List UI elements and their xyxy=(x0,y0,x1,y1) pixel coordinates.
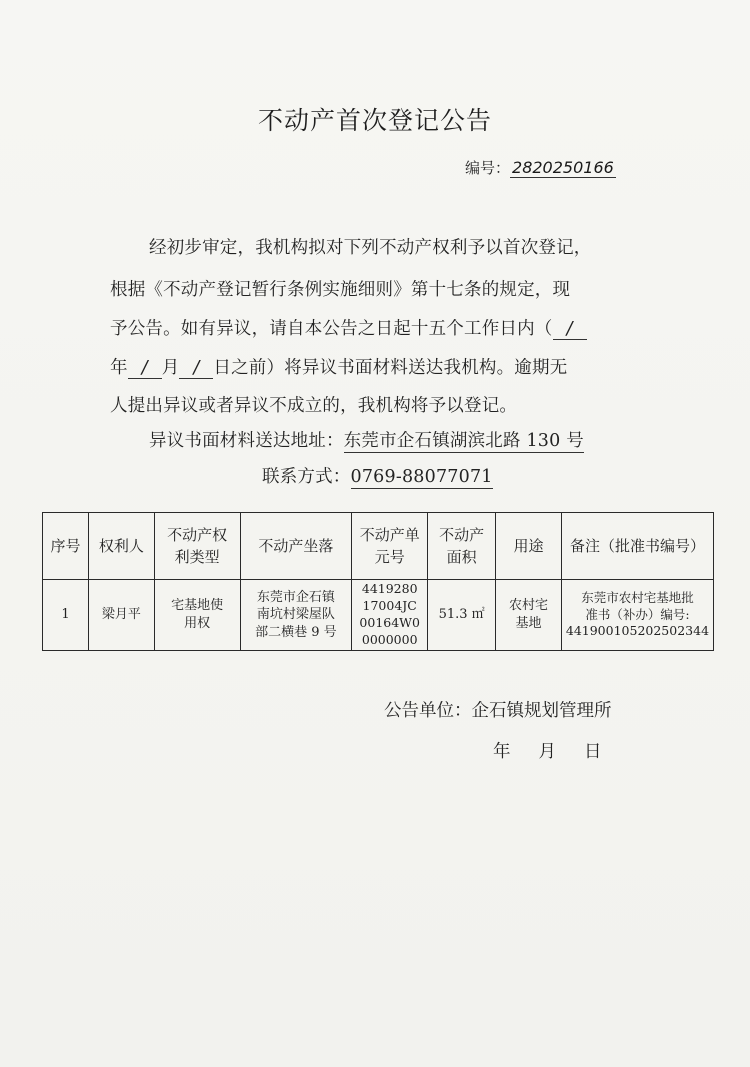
table-row xyxy=(43,580,714,651)
header-right-type: 不动产权 利类型 xyxy=(154,513,240,580)
blank-year: / xyxy=(553,321,587,340)
date-day: 日 xyxy=(584,742,602,762)
body-line-2: 根据《不动产登记暂行条例实施细则》第十七条的规定，现 xyxy=(110,280,571,300)
contact-value: 0769-88077071 xyxy=(350,467,493,487)
cell-location: 东莞市企石镇 南坑村梁屋队 部二横巷 9 号 xyxy=(240,580,352,651)
year-label: 年 xyxy=(110,358,128,378)
date-year: 年 xyxy=(493,742,511,762)
date-month: 月 xyxy=(538,742,556,762)
header-usage: 用途 xyxy=(496,513,562,580)
address-label: 异议书面材料送达地址： xyxy=(149,431,344,451)
blank-day: / xyxy=(179,360,213,379)
body-line-5: 人提出异议或者异议不成立的，我机构将予以登记。 xyxy=(110,396,518,416)
blank-month: / xyxy=(128,360,162,379)
serial-value: 2820250166 xyxy=(512,158,614,177)
body-line-3 xyxy=(110,321,587,340)
body-line-1: 经初步审定，我机构拟对下列不动产权利予以首次登记， xyxy=(149,238,592,258)
cell-area: 51.3 ㎡ xyxy=(428,580,496,651)
body-line-4-text: 日之前）将异议书面材料送达我机构。逾期无 xyxy=(213,358,568,378)
month-label: 月 xyxy=(161,358,180,378)
serial-number xyxy=(465,157,616,178)
header-seq: 序号 xyxy=(43,513,89,580)
header-unit-number: 不动产单 元号 xyxy=(352,513,428,580)
cell-unit-number: 4419280 17004JC 00164W0 0000000 xyxy=(352,580,428,651)
cell-holder: 梁月平 xyxy=(88,580,154,651)
header-remark: 备注（批准书编号） xyxy=(561,513,713,580)
header-holder: 权利人 xyxy=(88,513,154,580)
cell-remark: 东莞市农村宅基地批 准书（补办）编号: 441900105202502344 xyxy=(561,580,713,651)
address-line xyxy=(149,433,584,451)
cell-seq: 1 xyxy=(43,580,89,651)
header-area: 不动产 面积 xyxy=(428,513,496,580)
org-label: 公告单位： xyxy=(384,701,472,721)
issue-date xyxy=(493,738,602,763)
serial-label: 编号： xyxy=(465,159,511,177)
page-title: 不动产首次登记公告 xyxy=(257,106,492,135)
contact-line xyxy=(262,469,493,487)
table-header-row xyxy=(43,513,714,580)
org-value: 企石镇规划管理所 xyxy=(471,701,612,721)
body-line-3-text: 予公告。如有异议，请自本公告之日起十五个工作日内（ xyxy=(110,319,553,339)
contact-label: 联系方式： xyxy=(262,467,351,487)
issuing-organization xyxy=(384,697,612,722)
registration-table xyxy=(42,512,714,651)
header-location: 不动产坐落 xyxy=(240,513,352,580)
body-line-4 xyxy=(110,360,567,379)
address-value: 东莞市企石镇湖滨北路 130 号 xyxy=(343,431,584,451)
cell-right-type: 宅基地使 用权 xyxy=(154,580,240,651)
cell-usage: 农村宅 基地 xyxy=(496,580,562,651)
